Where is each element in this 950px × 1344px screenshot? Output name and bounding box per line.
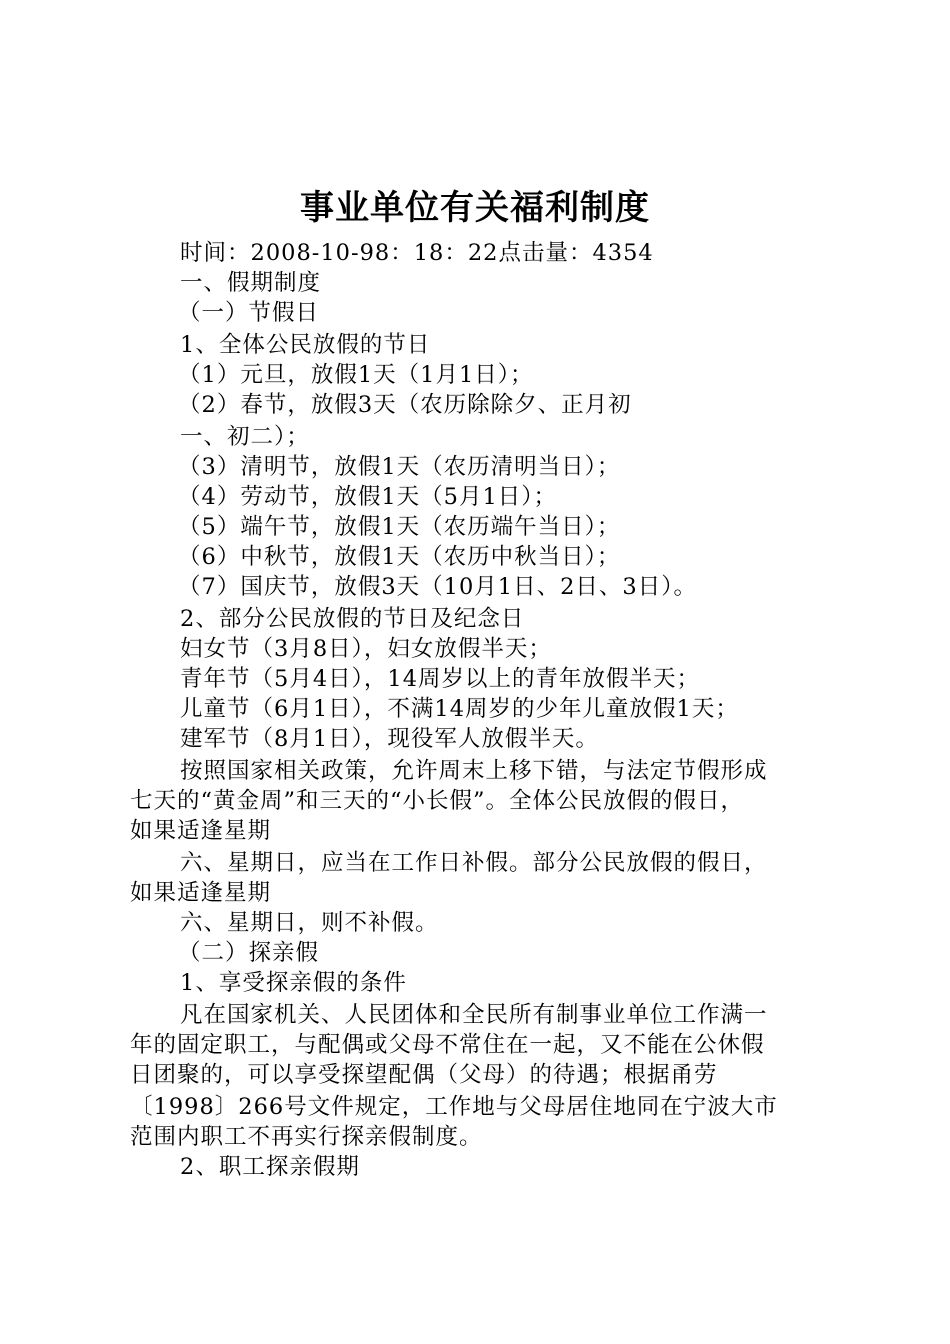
list-item: （6）中秋节，放假1天（农历中秋当日）； xyxy=(178,544,621,570)
paragraph-line: 建军节（8月1日），现役军人放假半天。 xyxy=(180,726,599,752)
paragraph-line: 如果适逢星期 xyxy=(130,880,272,906)
paragraph-line: 日团聚的，可以享受探望配偶（父母）的待遇；根据甬劳 xyxy=(130,1062,718,1088)
paragraph-line: 按照国家相关政策，允许周末上移下错，与法定节假形成 xyxy=(180,758,768,784)
paragraph-line: 范围内职工不再实行探亲假制度。 xyxy=(130,1124,483,1150)
subsection-heading: （一）节假日 xyxy=(178,300,320,326)
paragraph-line: 六、星期日，则不补假。 xyxy=(180,910,439,936)
section-heading: 一、假期制度 xyxy=(180,270,322,296)
paragraph-line: 1、全体公民放假的节日 xyxy=(180,332,431,358)
list-item: （5）端午节，放假1天（农历端午当日）； xyxy=(178,514,621,540)
paragraph-line: 如果适逢星期 xyxy=(130,818,272,844)
paragraph-line: 2、部分公民放假的节日及纪念日 xyxy=(180,606,525,632)
list-item: （4）劳动节，放假1天（5月1日）； xyxy=(178,484,558,510)
paragraph-line: 六、星期日，应当在工作日补假。部分公民放假的假日， xyxy=(180,850,768,876)
paragraph-line: 1、享受探亲假的条件 xyxy=(180,970,407,996)
list-item: （1）元旦，放假1天（1月1日）； xyxy=(178,362,534,388)
list-item: （2）春节，放假3天（农历除除夕、正月初 xyxy=(178,392,632,418)
subsection-heading: （二）探亲假 xyxy=(178,940,320,966)
document-meta: 时间：2008-10-98：18：22点击量：4354 xyxy=(180,240,654,266)
list-item: （7）国庆节，放假3天（10月1日、2日、3日）。 xyxy=(178,574,697,600)
paragraph-line: 一、初二）； xyxy=(180,424,310,450)
paragraph-line: 七天的“黄金周”和三天的“小长假”。全体公民放假的假日， xyxy=(130,788,745,814)
paragraph-line: 凡在国家机关、人民团体和全民所有制事业单位工作满一 xyxy=(180,1002,768,1028)
paragraph-line: 2、职工探亲假期 xyxy=(180,1154,360,1180)
paragraph-line: 儿童节（6月1日），不满14周岁的少年儿童放假1天； xyxy=(180,696,739,722)
paragraph-line: 年的固定职工，与配偶或父母不常住在一起，又不能在公休假 xyxy=(130,1032,765,1058)
document-title: 事业单位有关福利制度 xyxy=(300,188,650,228)
paragraph-line: 青年节（5月4日），14周岁以上的青年放假半天； xyxy=(180,666,701,692)
paragraph-line: 〔1998〕266号文件规定，工作地与父母居住地同在宁波大市 xyxy=(130,1094,778,1120)
list-item: （3）清明节，放假1天（农历清明当日）； xyxy=(178,454,621,480)
paragraph-line: 妇女节（3月8日），妇女放假半天； xyxy=(180,636,552,662)
